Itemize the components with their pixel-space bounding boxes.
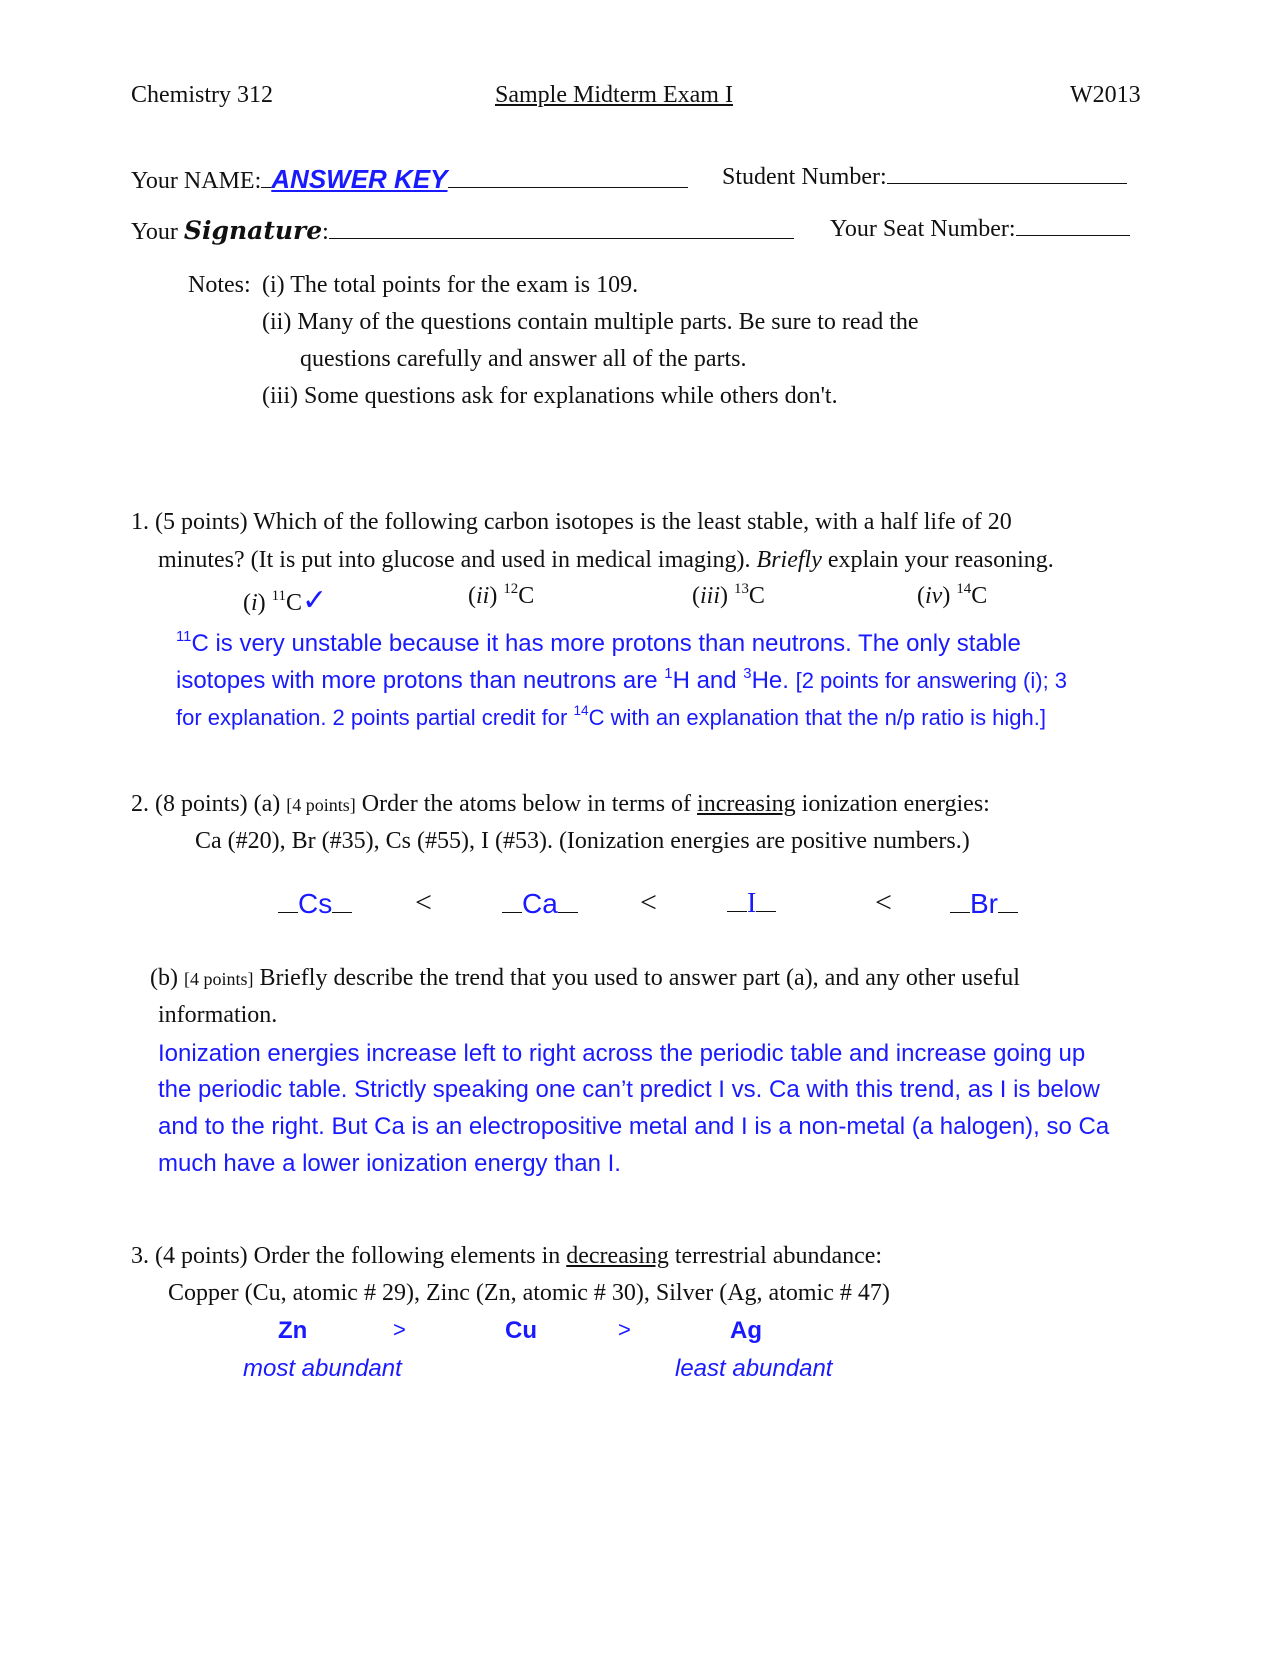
q1-ans-text: He. <box>751 667 796 694</box>
q3-order-value: Cu <box>505 1317 537 1344</box>
q2b-label: (b) <box>150 965 178 991</box>
note-2b: questions carefully and answer all of the parts. <box>300 346 747 372</box>
q1-option-el: C <box>971 583 988 609</box>
q1-option: (ii) $^{12}$C <box>468 580 535 609</box>
student-number-label: Student Number: <box>722 164 887 190</box>
q2b-line1 <box>150 965 1020 992</box>
seat-row <box>830 216 1130 243</box>
q1-ans-text: H and <box>672 667 744 694</box>
signature-label: Signature <box>183 216 323 245</box>
exam-title: Sample Midterm Exam I <box>495 82 733 108</box>
q3-line1-b: terrestrial abundance: <box>674 1243 883 1269</box>
q2-order-value: Cs <box>298 888 333 919</box>
q1-option-num: iv <box>925 583 943 609</box>
q1-option-el: C <box>518 583 535 609</box>
q1-ans-text: C with an explanation that the n/p ratio is high.] <box>588 705 1047 730</box>
slot-line <box>502 898 522 913</box>
name-blank-pre <box>261 169 271 188</box>
q2b-answer-line: the periodic table. Strictly speaking one can’t predict I vs. Ca with this trend, as I is below <box>158 1076 1100 1103</box>
q2-order-slot <box>950 888 1018 921</box>
signature-row <box>131 216 794 246</box>
q2-order-slot <box>727 888 776 920</box>
less-than: < <box>875 886 892 919</box>
q1-option-el: C <box>748 583 765 609</box>
q2-order-value: Ca <box>522 888 558 919</box>
note-3: (iii) Some questions ask for explanations while others don't. <box>262 383 838 409</box>
q1-option-mass: 12 <box>503 580 519 597</box>
q2-order-value: I <box>747 888 757 919</box>
q1-ans-text: C is very unstable because it has more protons than neutrons. The only stable <box>191 630 1021 657</box>
q1-line2-em: Briefly <box>756 547 822 573</box>
q3-order-value: Ag <box>730 1317 762 1344</box>
q1-ans-text: for explanation. 2 points partial credit for <box>176 705 574 730</box>
course-title: Chemistry 312 <box>131 82 273 108</box>
q1-option-num: ii <box>476 583 490 609</box>
slot-line <box>332 898 352 913</box>
q3-line1-underlined: decreasing <box>566 1243 669 1269</box>
greater-than: > <box>618 1317 631 1342</box>
q1-option: (i) $^{11}$C✓ <box>243 583 328 618</box>
q1-option-mass: 14 <box>956 580 972 597</box>
q3-order-value: Zn <box>278 1317 308 1344</box>
q1-line2-post: explain your reasoning. <box>827 547 1054 573</box>
q1-answer-line2 <box>176 667 1067 695</box>
q1-option: (iii) $^{13}$C <box>692 580 765 609</box>
q3-line1-a: 3. (4 points) Order the following elements in <box>131 1243 561 1269</box>
name-row <box>131 164 688 195</box>
slot-line <box>756 897 776 912</box>
q1-option: (iv) $^{14}$C <box>917 580 988 609</box>
q1-ans-text: isotopes with more protons than neutrons are <box>176 667 665 694</box>
q2b-answer-line: much have a lower ionization energy than I. <box>158 1150 621 1177</box>
q2-order-slot <box>502 888 578 921</box>
seat-blank <box>1016 217 1130 236</box>
less-than: < <box>415 886 432 919</box>
note-1: (i) The total points for the exam is 109. <box>262 272 639 298</box>
q1-ans-sup: 3 <box>743 665 752 682</box>
seat-label: Your Seat Number: <box>830 216 1016 242</box>
q2-line1-points: [4 points] <box>286 795 356 815</box>
less-than: < <box>640 886 657 919</box>
term: W2013 <box>1070 82 1141 108</box>
q2b-answer-line: and to the right. But Ca is an electropositive metal and I is a non-metal (a halogen), so Ca <box>158 1113 1110 1140</box>
name-label: Your NAME: <box>131 168 262 194</box>
q2b-points: [4 points] <box>183 969 254 989</box>
name-value: ANSWER KEY <box>271 164 448 194</box>
q1-line2 <box>158 547 1054 574</box>
student-number-row <box>722 164 1127 191</box>
q2-order-value: Br <box>970 888 998 919</box>
q3-line1 <box>131 1243 882 1270</box>
q1-ans-sup: 11 <box>176 628 192 645</box>
name-blank <box>448 169 688 188</box>
student-number-blank <box>887 165 1127 184</box>
slot-line <box>278 898 298 913</box>
q1-option-num: i <box>251 590 258 616</box>
notes-label: Notes: <box>188 272 251 298</box>
slot-line <box>727 897 747 912</box>
q1-line1: 1. (5 points) Which of the following carbon isotopes is the least stable, with a half life of 20 <box>131 509 1012 535</box>
slot-line <box>558 898 578 913</box>
q2-line1-underlined: increasing <box>697 791 796 817</box>
your-label: Your <box>131 219 178 245</box>
q1-ans-grading: [2 points for answering (i); 3 <box>795 668 1068 693</box>
greater-than: > <box>393 1317 406 1342</box>
q2-line1-c: ionization energies: <box>801 791 990 817</box>
q1-ans-sup: 14 <box>573 703 589 719</box>
q1-option-mass: 13 <box>734 580 749 597</box>
signature-colon: : <box>322 219 329 245</box>
q2-line1-a: 2. (8 points) (a) <box>131 791 281 817</box>
q2-line1-b: Order the atoms below in terms of <box>361 791 692 817</box>
q1-line2-pre: minutes? (It is put into glucose and used in medical imaging). <box>158 547 751 573</box>
check-icon: ✓ <box>302 583 328 618</box>
q2b-line2: information. <box>158 1002 278 1028</box>
q1-answer-line1 <box>176 630 1021 658</box>
q2-order-slot <box>278 888 352 921</box>
most-abundant-label: most abundant <box>243 1355 402 1382</box>
signature-blank <box>329 220 794 239</box>
slot-line <box>950 898 970 913</box>
note-2a: (ii) Many of the questions contain multiple parts. Be sure to read the <box>262 309 919 335</box>
q1-ans-sup: 1 <box>664 665 673 682</box>
q1-option-el: C <box>286 590 303 616</box>
q2-line1 <box>131 791 990 818</box>
q2b-text: Briefly describe the trend that you used to answer part (a), and any other useful <box>259 965 1020 991</box>
q1-option-mass: 11 <box>271 587 286 604</box>
q3-line2: Copper (Cu, atomic # 29), Zinc (Zn, atomic # 30), Silver (Ag, atomic # 47) <box>168 1280 890 1306</box>
q1-option-num: iii <box>700 583 721 609</box>
slot-line <box>998 898 1018 913</box>
q2-line2: Ca (#20), Br (#35), Cs (#55), I (#53). (Ionization energies are positive numbers.) <box>195 828 970 854</box>
least-abundant-label: least abundant <box>675 1355 833 1382</box>
q1-answer-line3 <box>176 705 1046 731</box>
q2b-answer-line: Ionization energies increase left to right across the periodic table and increase going up <box>158 1040 1086 1067</box>
